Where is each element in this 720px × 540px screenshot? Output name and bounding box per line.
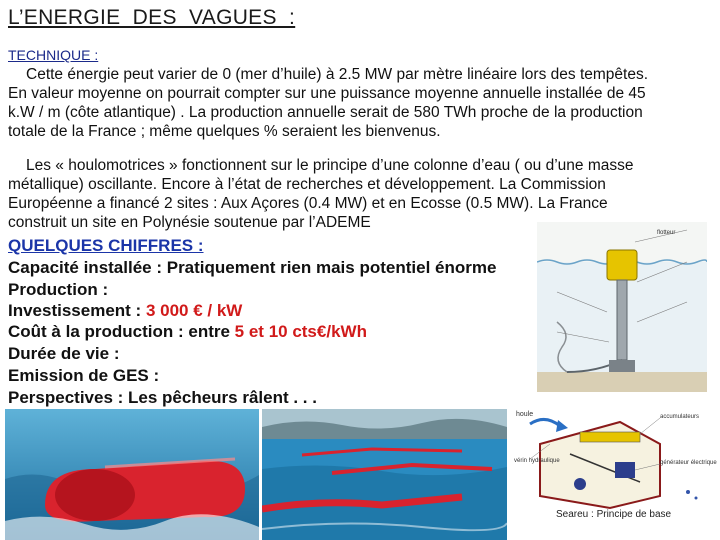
figures-heading: QUELQUES CHIFFRES : bbox=[8, 236, 204, 255]
label-houle: houle bbox=[516, 411, 534, 418]
paragraph-line: En valeur moyenne on pourrait compter sur une puissance moyenne annuelle installée de 45 bbox=[8, 85, 646, 102]
paragraph-houlomotrices bbox=[8, 156, 714, 232]
paragraph-line: Les « houlomotrices » fonctionnent sur le principe d’une colonne d’eau ( ou d’une masse bbox=[26, 157, 634, 174]
paragraph-technique bbox=[8, 65, 714, 141]
ghg-line: Emission de GES : bbox=[8, 366, 160, 385]
cost-line bbox=[8, 322, 367, 342]
capacity-line: Capacité installée : Pratiquement rien mais potentiel énorme bbox=[8, 258, 497, 277]
wave-farm-photo bbox=[262, 409, 507, 540]
label-accumulateur: accumulateurs bbox=[660, 414, 700, 420]
wave-generator-photo bbox=[5, 409, 259, 540]
paragraph-line: totale de la France ; même quelques % seraient les bienvenus. bbox=[8, 123, 441, 140]
paragraph-line: métallique) oscillante. Encore à l’état de recherches et développement. La Commission bbox=[8, 176, 606, 193]
investment-label: Investissement : bbox=[8, 301, 146, 320]
label-generateur: générateur électrique bbox=[660, 460, 717, 466]
cost-value: 5 et 10 cts€/kWh bbox=[234, 322, 367, 341]
principle-caption: Seareu : Principe de base bbox=[556, 509, 672, 520]
production-line: Production : bbox=[8, 280, 109, 299]
lifetime-line: Durée de vie : bbox=[8, 344, 120, 363]
buoy-label-flotteur: flotteur bbox=[657, 230, 676, 236]
buoy-diagram bbox=[537, 222, 707, 392]
outlook-line: Perspectives : Les pêcheurs râlent . . . bbox=[8, 388, 317, 407]
cost-label: Coût à la production : entre bbox=[8, 322, 235, 341]
paragraph-line: Cette énergie peut varier de 0 (mer d’huile) à 2.5 MW par mètre linéaire lors des tempêtes. bbox=[26, 66, 649, 83]
technique-label: TECHNIQUE : bbox=[8, 47, 99, 63]
investment-line bbox=[8, 301, 242, 321]
label-verin: vérin hydraulique bbox=[514, 458, 560, 464]
page-title: L’ENERGIE DES VAGUES : bbox=[8, 6, 296, 29]
paragraph-line: Européenne a financé 2 sites : Aux Açores (0.4 MW) et en Ecosse (0.5 MW). La France bbox=[8, 195, 608, 212]
investment-value: 3 000 € / kW bbox=[145, 301, 243, 320]
paragraph-line: construit un site en Polynésie soutenue par l’ADEME bbox=[8, 214, 371, 231]
paragraph-line: k.W / m (côte atlantique) . La production annuelle serait de 580 TWh proche de la production bbox=[8, 104, 643, 121]
